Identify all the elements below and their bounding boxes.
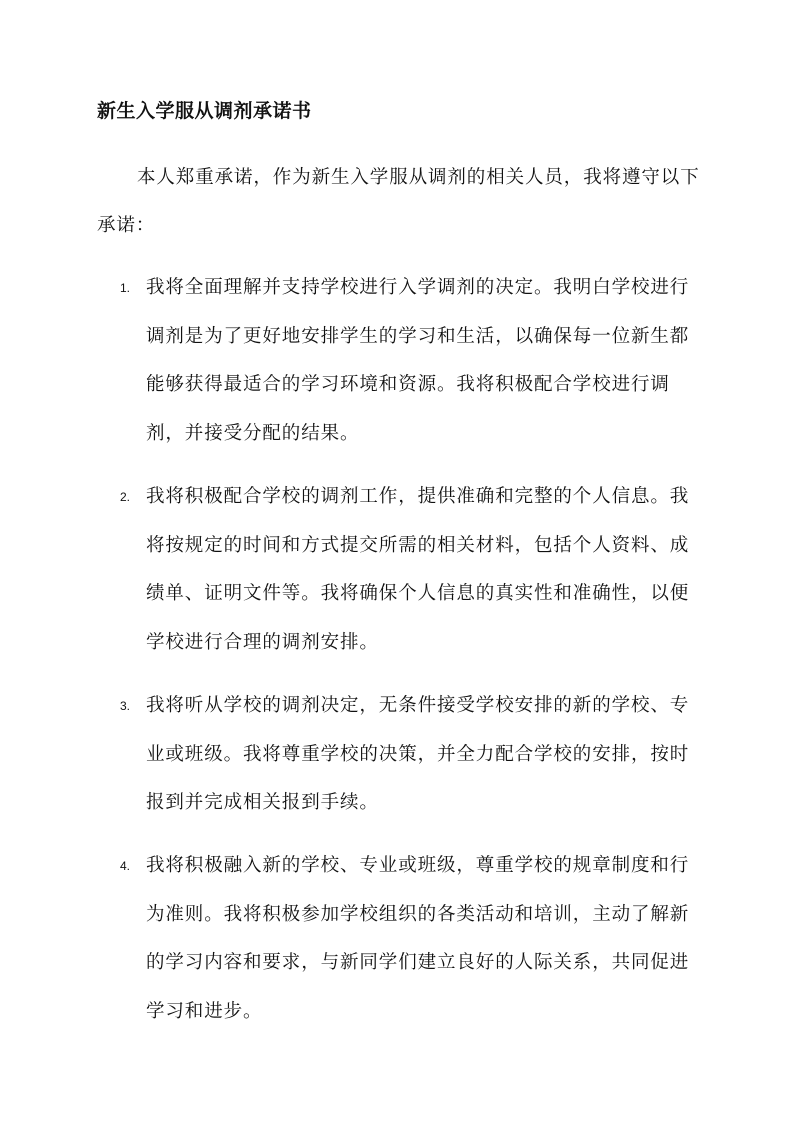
intro-paragraph: 本人郑重承诺，作为新生入学服从调剂的相关人员，我将遵守以下承诺： — [97, 167, 700, 236]
list-item-number: 3. — [120, 699, 131, 713]
list-item-text: 我将积极融入新的学校、专业或班级，尊重学校的规章制度和行为准则。我将积极参加学校组织的各类活动和培训，主动了解新的学习内容和要求，与新同学们建立良好的人际关系，共同促进学习和进步。 — [146, 855, 690, 1023]
document-title: 新生入学服从调剂承诺书 — [97, 100, 312, 122]
list-item-text: 我将积极配合学校的调剂工作，提供准确和完整的个人信息。我将按规定的时间和方式提交所需的相关材料，包括个人资料、成绩单、证明文件等。我将确保个人信息的真实性和准确性，以便学校进行合理的调剂安排。 — [146, 486, 690, 654]
list-item-text: 我将全面理解并支持学校进行入学调剂的决定。我明白学校进行调剂是为了更好地安排学生的学习和生活，以确保每一位新生都能够获得最适合的学习环境和资源。我将积极配合学校进行调剂，并接受分配的结果。 — [146, 277, 690, 445]
list-item-number: 4. — [120, 859, 131, 873]
list-item-number: 1. — [120, 281, 131, 295]
list-item-text: 我将听从学校的调剂决定，无条件接受学校安排的新的学校、专业或班级。我将尊重学校的决策，并全力配合学校的安排，按时报到并完成相关报到手续。 — [146, 695, 690, 814]
list-item-number: 2. — [120, 490, 131, 504]
